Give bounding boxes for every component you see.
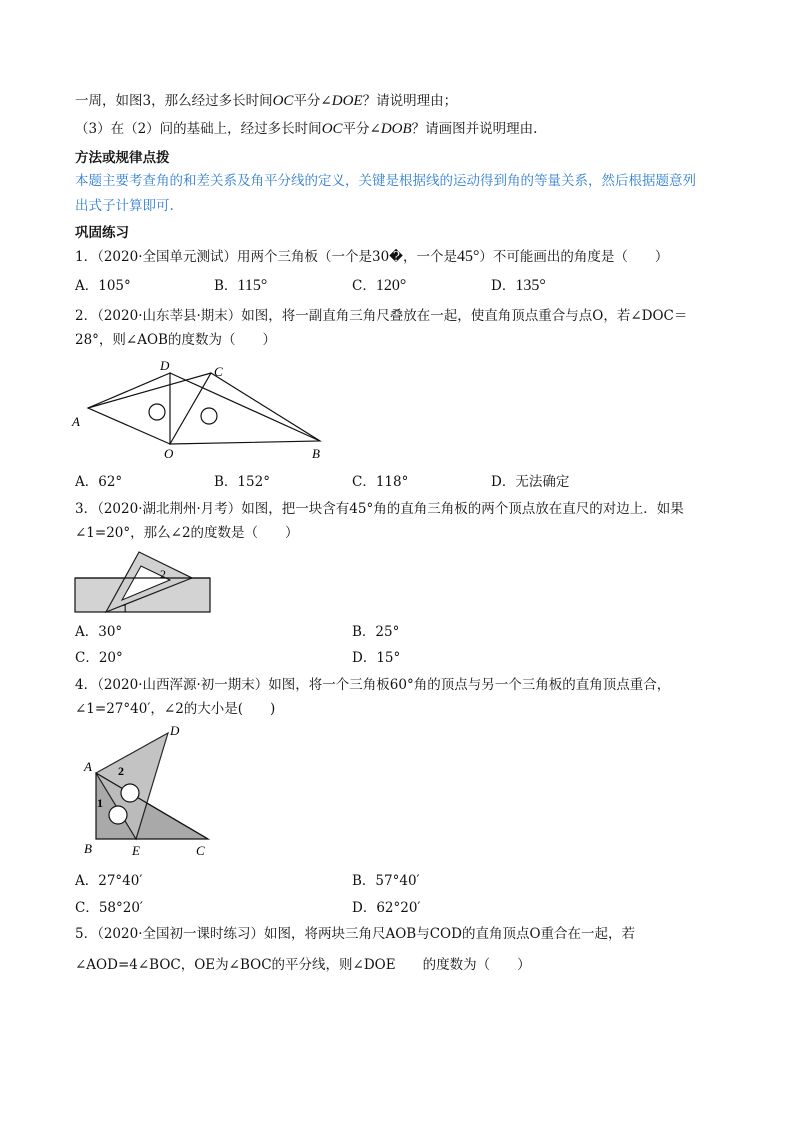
q5-stem-2: ∠AOD=4∠BOC，OE为∠BOC的平分线，则∠DOE 的度数为（ ） (75, 957, 531, 973)
label-a: A (72, 414, 80, 429)
label-a: A (84, 759, 92, 774)
q4-figure (80, 725, 220, 860)
q2-option-a: A．62° (75, 474, 123, 490)
label-2: 2 (160, 567, 166, 581)
q4-option-a: A．27°40′ (75, 873, 143, 889)
label: D． (491, 278, 516, 294)
text: ？请画图并说明理由. (411, 121, 538, 137)
question-continued-line-2 (75, 120, 537, 138)
q2-stem-1: 2．（2020·山东莘县·期末）如图，将一副直角三角尺叠放在一起，使直角顶点重合与点O，若∠DOC＝ (75, 308, 688, 324)
label: B． (214, 278, 238, 294)
value: 135° (515, 277, 546, 294)
text: ，一个是 (403, 249, 458, 265)
q2-option-d: D．无法确定 (491, 474, 570, 490)
q4-option-d: D．62°20′ (352, 900, 421, 916)
q3-option-c: C．20° (75, 650, 123, 666)
practice-heading: 巩固练习 (75, 225, 129, 241)
q2-option-b: B．152° (214, 474, 270, 490)
value: 120° (375, 277, 407, 294)
label-e: E (132, 843, 140, 858)
label-d: D (160, 358, 170, 373)
q4-option-c: C．58°20′ (75, 900, 144, 916)
q1-option-d (491, 277, 546, 295)
q2-stem-2: 28°，则∠AOB的度数为（ ） (75, 332, 276, 348)
label-b: B (312, 446, 320, 461)
q1-stem (75, 248, 668, 266)
q1-option-b (214, 277, 267, 295)
method-heading: 方法或规律点拨 (75, 150, 170, 166)
label-b: B (84, 841, 92, 856)
text: 1．（2020·全国单元测试）用两个三角板（一个是30 (75, 249, 390, 265)
label-2: 2 (118, 764, 124, 778)
q4-stem-2: ∠1=27°40′，∠2的大小是( ) (75, 701, 276, 717)
label-1: 1 (122, 601, 128, 614)
q4-option-b: B．57°40′ (352, 873, 420, 889)
q5-stem-1: 5．（2020·全国初一课时练习）如图，将两块三角尺AOB与COD的直角顶点O重合在一起，若 (75, 926, 636, 942)
method-text-2: 出式子计算即可. (75, 198, 174, 214)
q3-figure (74, 548, 214, 614)
method-text-1: 本题主要考查角的和差关系及角平分线的定义，关键是根据线的运动得到角的等量关系，然后根据题意列 (75, 173, 696, 189)
label-o: O (164, 446, 174, 461)
label-d: D (170, 725, 180, 738)
q2-figure (70, 358, 340, 466)
q3-option-b: B．25° (352, 624, 400, 640)
broken-glyph: � (389, 249, 404, 265)
q4-stem-1: 4．（2020·山西浑源·初一期末）如图，将一个三角板60°角的顶点与另一个三角板的直角顶点重合， (75, 677, 671, 693)
label-c: C (196, 843, 205, 858)
text: 平分∠ (342, 121, 381, 137)
math-oc: OC (321, 121, 343, 137)
math-angle: DOE (331, 93, 363, 109)
label-c: C (214, 364, 223, 379)
text: ）不可能画出的角度是（ ） (479, 249, 669, 265)
label-1: 1 (97, 796, 103, 810)
q3-option-d: D．15° (352, 650, 401, 666)
text: ？请说明理由； (362, 93, 458, 109)
math-oc: OC (272, 93, 294, 109)
label: C． (352, 278, 376, 294)
q1-option-c (352, 277, 406, 295)
text: （3）在（2）问的基础上，经过多长时间 (75, 121, 322, 137)
value: 115° (237, 277, 268, 294)
text: 一周，如图3，那么经过多长时间 (75, 93, 273, 109)
question-continued-line-1 (75, 92, 457, 110)
q3-stem-1: 3．（2020·湖北荆州·月考）如图，把一块含有45°角的直角三角板的两个顶点放在直尺的对边上．如果 (75, 501, 684, 517)
text: 平分∠ (293, 93, 332, 109)
q1-option-a: A．105° (75, 278, 131, 294)
math-angle: DOB (380, 121, 412, 137)
q2-option-c: C．118° (352, 474, 409, 490)
q3-stem-2: ∠1=20°，那么∠2的度数是（ ） (75, 525, 299, 541)
math-45: 45° (457, 248, 480, 265)
q3-option-a: A．30° (75, 624, 123, 640)
